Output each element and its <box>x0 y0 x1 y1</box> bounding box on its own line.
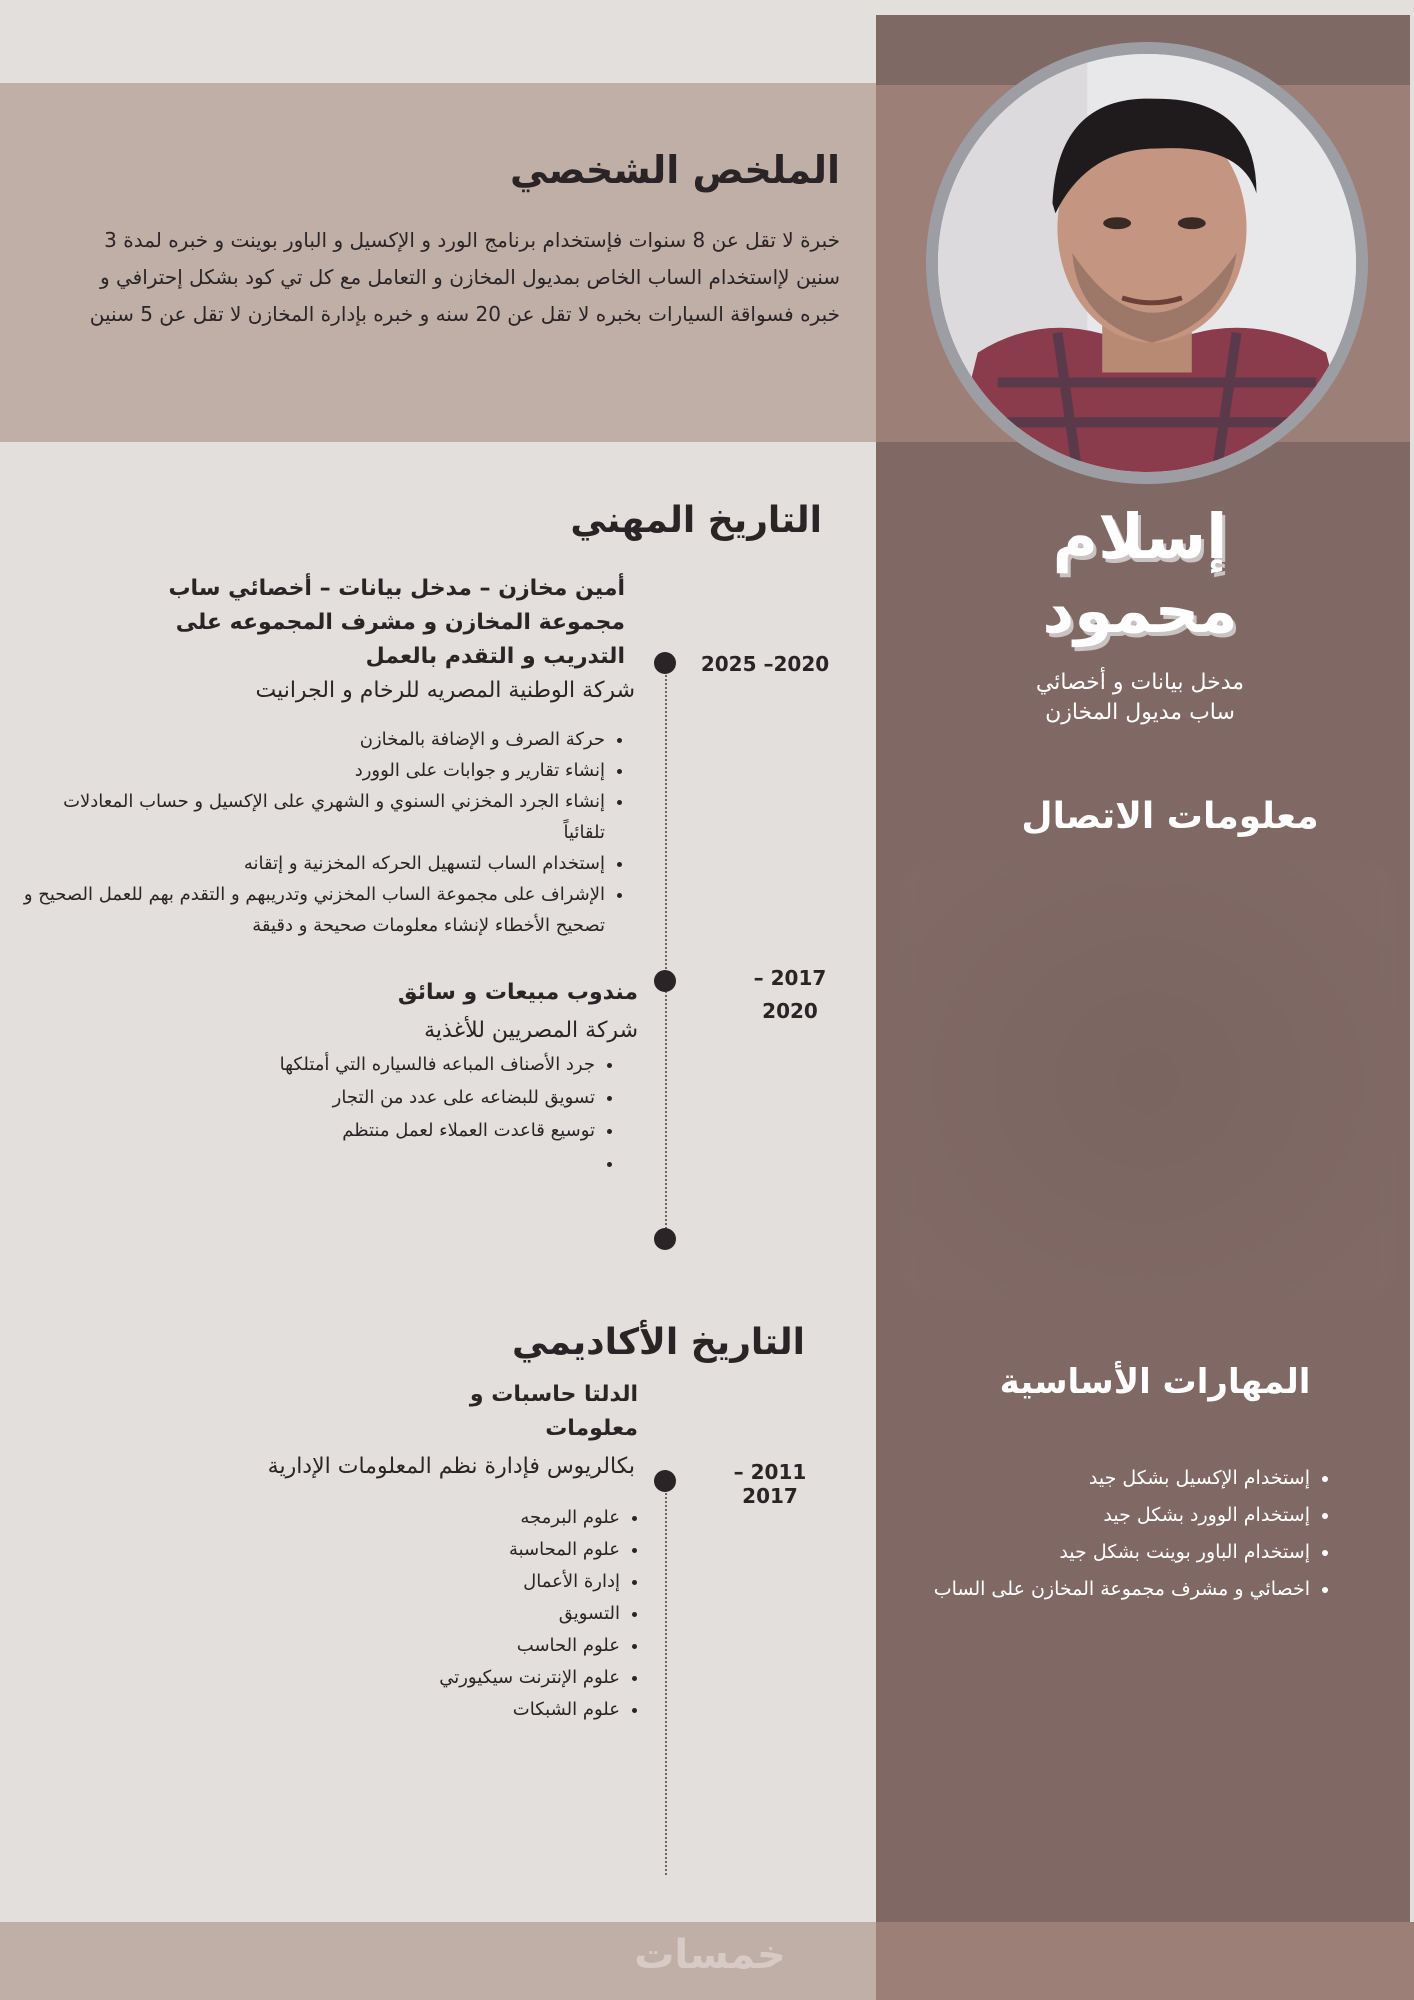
course-item: • علوم المحاسبة <box>360 1534 620 1566</box>
job-2-title: مندوب مبيعات و سائق <box>397 980 638 1005</box>
course-list <box>360 1502 642 1726</box>
job-2-duties <box>190 1048 617 1180</box>
skill-item: • إستخدام الباور بوينت بشكل جيد <box>890 1534 1310 1571</box>
watermark: خمسات <box>634 1932 786 1978</box>
person-name: إسلام محمود <box>1042 500 1238 647</box>
skill-item: • إستخدام الإكسيل بشكل جيد <box>890 1460 1310 1497</box>
duty-item: • إنشاء تقارير و جوابات على الوورد <box>20 755 605 786</box>
course-item: • إدارة الأعمال <box>360 1566 620 1598</box>
timeline-dot <box>654 970 676 992</box>
job-2-company: شركة المصريين للأغذية <box>424 1018 638 1043</box>
timeline-dot <box>654 1228 676 1250</box>
skills-list <box>890 1460 1335 1608</box>
skills-heading: المهارات الأساسية <box>999 1362 1311 1402</box>
summary-heading: الملخص الشخصي <box>510 148 840 192</box>
school-name: الدلتا حاسبات و معلومات <box>469 1382 638 1441</box>
timeline-dot <box>654 1470 676 1492</box>
academic-timeline <box>665 1470 667 1875</box>
duty-item: • حركة الصرف و الإضافة بالمخازن <box>20 724 605 755</box>
job-title: مدخل بيانات و أخصائي ساب مديول المخازن <box>1035 670 1245 725</box>
contact-heading: معلومات الاتصال <box>1021 796 1319 837</box>
duty-item: • تسويق للبضاعه على عدد من التجار <box>190 1081 595 1114</box>
sidebar-footer <box>876 1922 1414 2000</box>
academic-heading: التاريخ الأكاديمي <box>512 1322 805 1363</box>
job-1-title: أمين مخازن – مدخل بيانات – أخصائي ساب مجموعة المخازن و مشرف المجموعه على التدريب و التقدم بالعمل <box>168 576 625 669</box>
duty-item: • الإشراف على مجموعة الساب المخزني وتدريبهم و التقدم بهم للعمل الصحيح و تصحيح الأخطاء لإنشاء معلومات صحيحة و دقيقة <box>20 879 605 941</box>
duty-item: • إنشاء الجرد المخزني السنوي و الشهري على الإكسيل و حساب المعادلات تلقائياً <box>20 786 605 848</box>
job-2-years: 2017 – 2020 <box>753 966 827 1023</box>
course-item: • التسويق <box>360 1598 620 1630</box>
course-item: • علوم البرمجه <box>360 1502 620 1534</box>
contact-info-blurred <box>900 860 1395 1300</box>
timeline-dot <box>654 652 676 674</box>
course-item: • علوم الحاسب <box>360 1630 620 1662</box>
course-item: • علوم الإنترنت سيكيورتي <box>360 1662 620 1694</box>
career-heading: التاريخ المهني <box>570 500 822 541</box>
duty-item: • إستخدام الساب لتسهيل الحركه المخزنية و إتقانه <box>20 848 605 879</box>
education-years: 2011 – 2017 <box>733 1460 807 1508</box>
job-1-company: شركة الوطنية المصريه للرخام و الجرانيت <box>255 678 635 703</box>
course-item: • علوم الشبكات <box>360 1694 620 1726</box>
job-1-duties <box>20 724 627 941</box>
duty-item: • جرد الأصناف المباعه فالسياره التي أمتلكها <box>190 1048 595 1081</box>
skill-item: • اخصائي و مشرف مجموعة المخازن على الساب <box>890 1571 1310 1608</box>
duty-item: • توسيع قاعدت العملاء لعمل منتظم <box>190 1114 595 1147</box>
duty-item <box>190 1147 595 1180</box>
career-timeline <box>665 664 667 1240</box>
degree: بكالريوس فإدارة نظم المعلومات الإدارية <box>267 1454 635 1479</box>
profile-photo <box>926 42 1368 484</box>
job-1-years: 2020– 2025 <box>700 652 830 676</box>
summary-text: خبرة لا تقل عن 8 سنوات فإستخدام برنامج الورد و الإكسيل و الباور بوينت و خبره لمدة 3 سنين لإاستخدام الساب الخاص بمديول المخازن و التعامل مع كل تي كود بشكل إحترافي و خبره فسواقة السيارات بخبره لا تقل عن 20 سنه و خبره بإدارة المخازن لا تقل عن 5 سنين <box>89 228 840 326</box>
skill-item: • إستخدام الوورد بشكل جيد <box>890 1497 1310 1534</box>
portrait-image <box>938 54 1356 472</box>
